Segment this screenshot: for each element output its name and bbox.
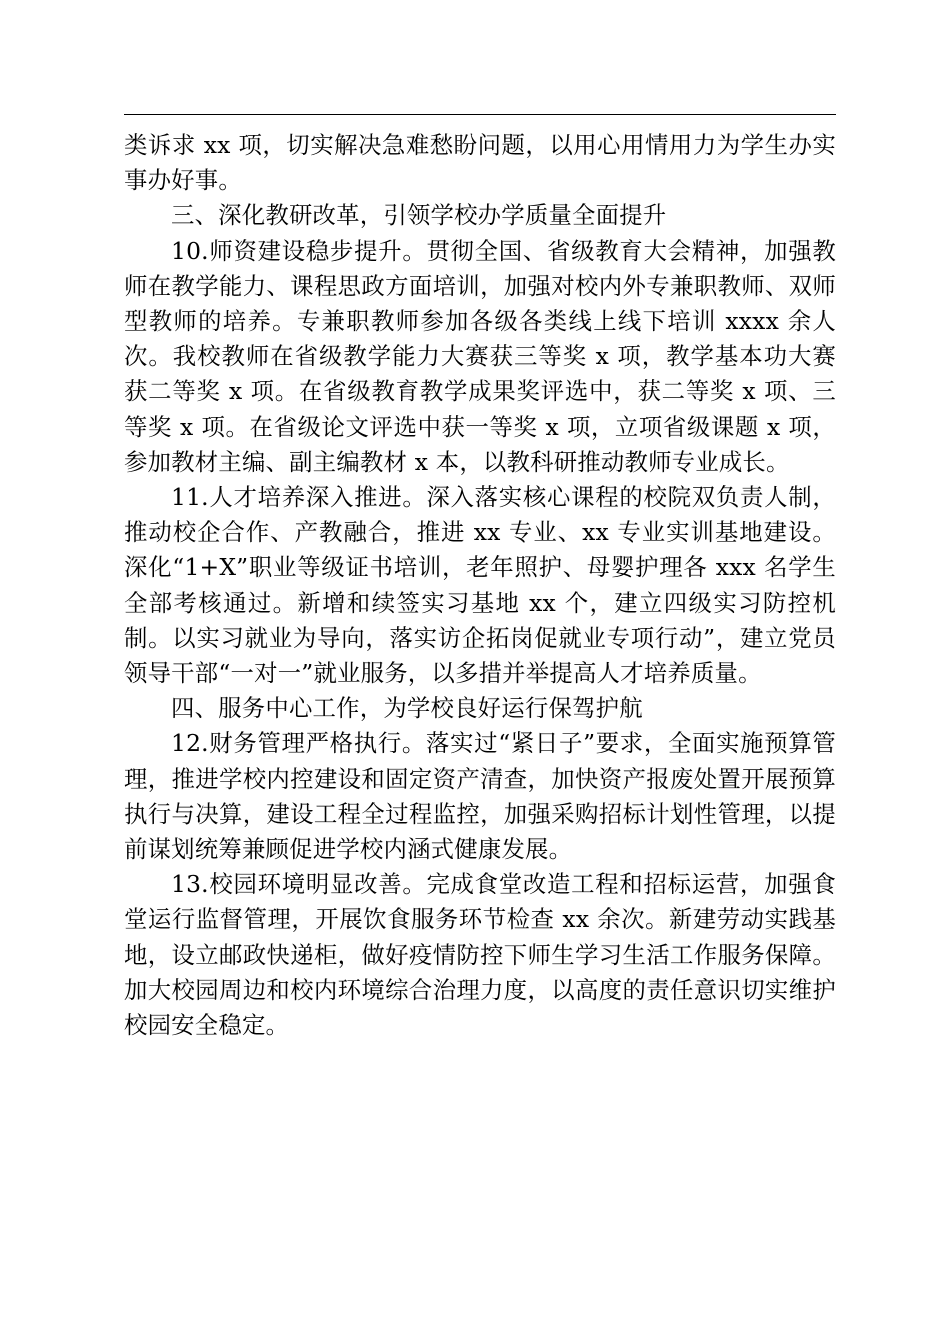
section-heading-4: 四、服务中心工作，为学校良好运行保驾护航 bbox=[171, 694, 643, 723]
paragraph-item-12: 12.财务管理严格执行。落实过“紧日子”要求，全面实施预算管理，推进学校内控建设和固定资产清查，加快资产报废处置开展预算执行与决算，建设工程全过程监控，加强采购招标计划性管理，以提前谋划统筹兼顾促进学校内涵式健康发展。 bbox=[124, 729, 836, 864]
paragraph-item-13: 13.校园环境明显改善。完成食堂改造工程和招标运营，加强食堂运行监督管理，开展饮食服务环节检查 xx 余次。新建劳动实践基地，设立邮政快递柜，做好疫情防控下师生学习生活工作服务保障。加大校园周边和校内环境综合治理力度，以高度的责任意识切实维护校园安全稳定。 bbox=[124, 870, 836, 1040]
header-rule bbox=[124, 114, 836, 115]
document-body bbox=[124, 128, 836, 1043]
paragraph-item-11: 11.人才培养深入推进。深入落实核心课程的校院双负责人制，推动校企合作、产教融合，推进 xx 专业、xx 专业实训基地建设。深化“1+X”职业等级证书培训，老年照护、母婴护理各 xxx 名学生全部考核通过。新增和续签实习基地 xx 个，建立四级实习防控机制。以实习就业为导向，落实访企拓岗促就业专项行动”，建立党员领导干部“一对一”就业服务，以多措并举提高人才培养质量。 bbox=[124, 483, 836, 688]
section-heading-3: 三、深化教研改革，引领学校办学质量全面提升 bbox=[171, 201, 667, 230]
paragraph-continuation: 类诉求 xx 项，切实解决急难愁盼问题，以用心用情用力为学生办实事办好事。 bbox=[124, 131, 836, 195]
paragraph-item-10: 10.师资建设稳步提升。贯彻全国、省级教育大会精神，加强教师在教学能力、课程思政方面培训，加强对校内外专兼职教师、双师型教师的培养。专兼职教师参加各级各类线上线下培训 xxxx 余人次。我校教师在省级教学能力大赛获三等奖 x 项，教学基本功大赛获二等奖 x 项。在省级教育教学成果奖评选中，获二等奖 x 项、三等奖 x 项。在省级论文评选中获一等奖 x 项，立项省级课题 x 项，参加教材主编、副主编教材 x 本，以教科研推动教师专业成长。 bbox=[124, 236, 836, 476]
